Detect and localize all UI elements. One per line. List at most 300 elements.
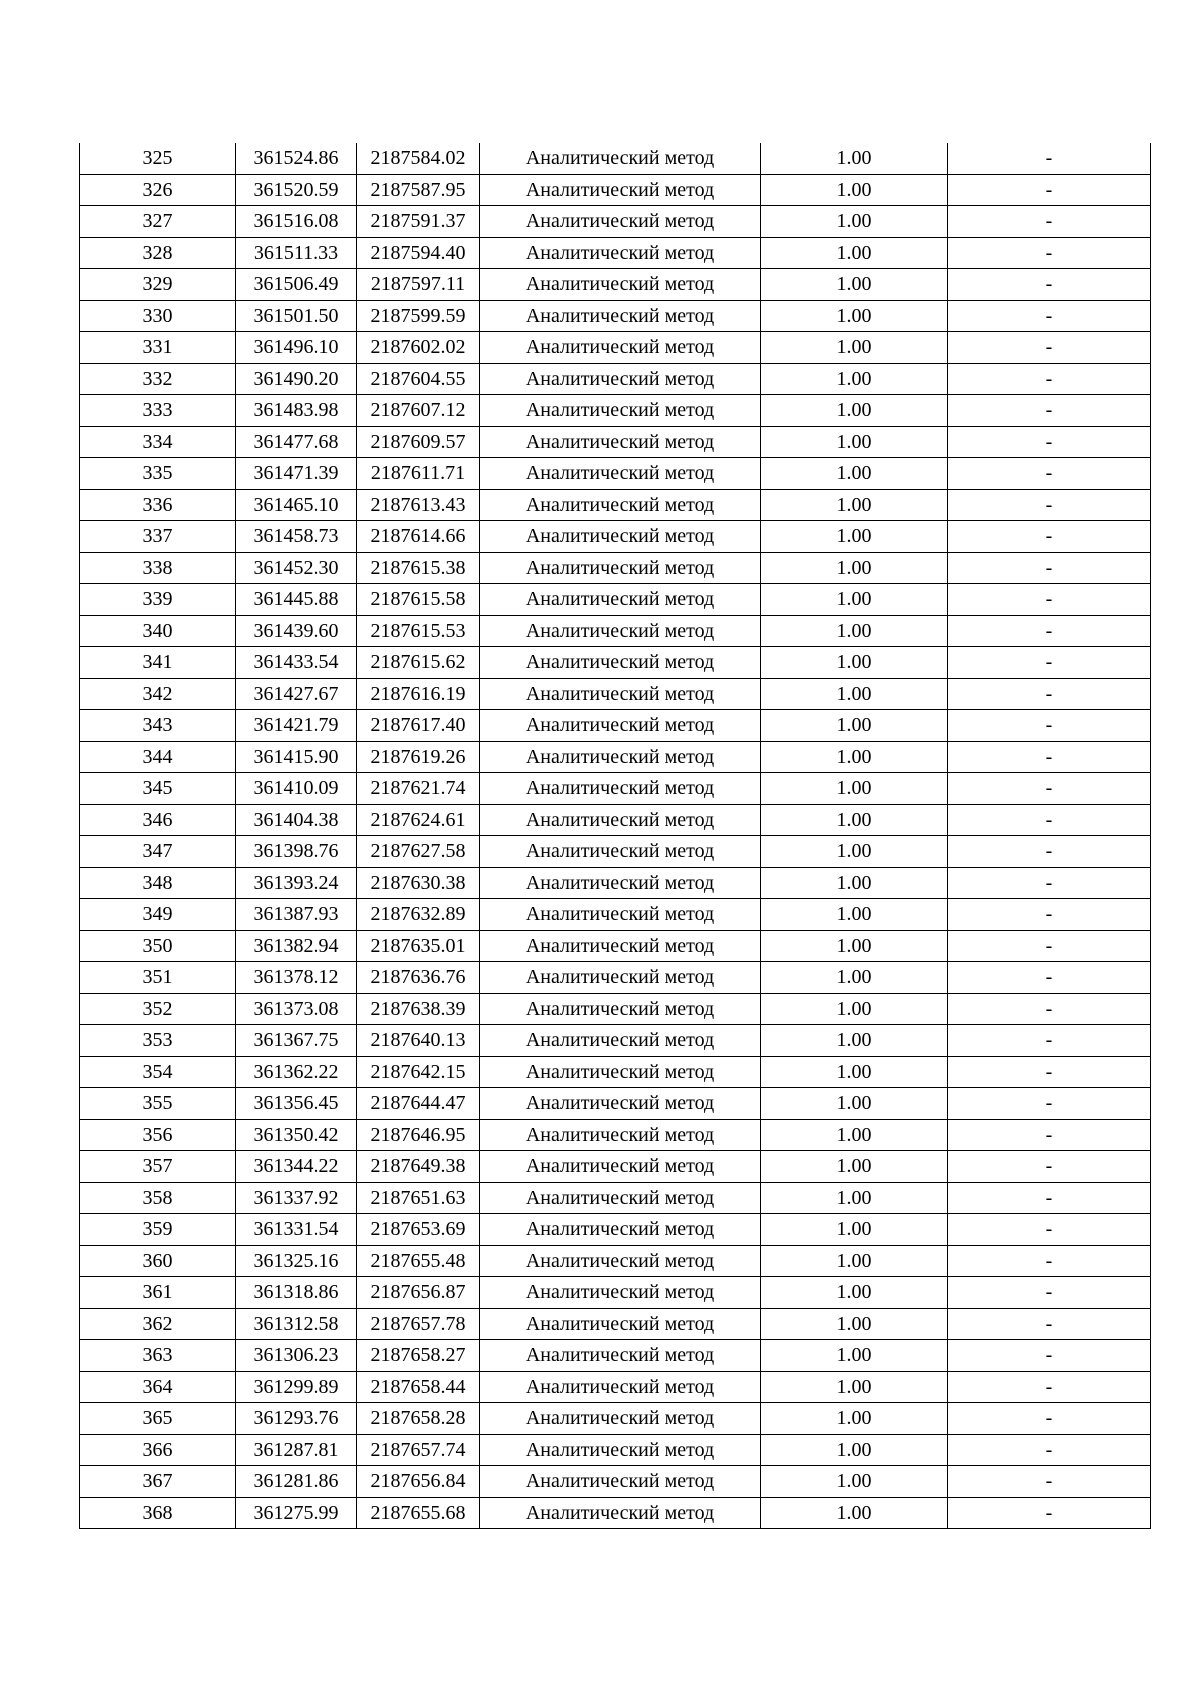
method-cell: Аналитический метод [480,521,761,553]
accuracy-cell: 1.00 [761,1371,948,1403]
accuracy-cell: 1.00 [761,710,948,742]
y-coordinate-cell: 2187599.59 [357,300,480,332]
x-coordinate-cell: 361471.39 [236,458,357,490]
description-cell: - [948,1371,1151,1403]
description-cell: - [948,836,1151,868]
accuracy-cell: 1.00 [761,1277,948,1309]
point-number-cell: 340 [80,615,236,647]
table-row [80,1340,1151,1372]
point-number-cell: 332 [80,363,236,395]
table-row [80,930,1151,962]
method-cell: Аналитический метод [480,1371,761,1403]
x-coordinate-cell: 361496.10 [236,332,357,364]
point-number-cell: 339 [80,584,236,616]
method-cell: Аналитический метод [480,804,761,836]
y-coordinate-cell: 2187658.27 [357,1340,480,1372]
method-cell: Аналитический метод [480,962,761,994]
method-cell: Аналитический метод [480,647,761,679]
accuracy-cell: 1.00 [761,615,948,647]
table-row [80,1182,1151,1214]
x-coordinate-cell: 361350.42 [236,1119,357,1151]
y-coordinate-cell: 2187597.11 [357,269,480,301]
description-cell: - [948,458,1151,490]
description-cell: - [948,1119,1151,1151]
y-coordinate-cell: 2187653.69 [357,1214,480,1246]
y-coordinate-cell: 2187627.58 [357,836,480,868]
description-cell: - [948,1151,1151,1183]
x-coordinate-cell: 361404.38 [236,804,357,836]
method-cell: Аналитический метод [480,552,761,584]
y-coordinate-cell: 2187636.76 [357,962,480,994]
table-row [80,1119,1151,1151]
x-coordinate-cell: 361312.58 [236,1308,357,1340]
description-cell: - [948,584,1151,616]
accuracy-cell: 1.00 [761,647,948,679]
y-coordinate-cell: 2187615.62 [357,647,480,679]
table-row [80,899,1151,931]
description-cell: - [948,143,1151,174]
method-cell: Аналитический метод [480,395,761,427]
accuracy-cell: 1.00 [761,395,948,427]
method-cell: Аналитический метод [480,174,761,206]
x-coordinate-cell: 361382.94 [236,930,357,962]
x-coordinate-cell: 361398.76 [236,836,357,868]
method-cell: Аналитический метод [480,1466,761,1498]
accuracy-cell: 1.00 [761,269,948,301]
description-cell: - [948,993,1151,1025]
method-cell: Аналитический метод [480,1056,761,1088]
description-cell: - [948,1214,1151,1246]
point-number-cell: 346 [80,804,236,836]
table-row [80,1371,1151,1403]
point-number-cell: 354 [80,1056,236,1088]
x-coordinate-cell: 361483.98 [236,395,357,427]
description-cell: - [948,332,1151,364]
table-row [80,143,1151,174]
point-number-cell: 368 [80,1497,236,1529]
y-coordinate-cell: 2187615.58 [357,584,480,616]
y-coordinate-cell: 2187604.55 [357,363,480,395]
point-number-cell: 347 [80,836,236,868]
description-cell: - [948,930,1151,962]
accuracy-cell: 1.00 [761,962,948,994]
y-coordinate-cell: 2187640.13 [357,1025,480,1057]
table-row [80,237,1151,269]
y-coordinate-cell: 2187644.47 [357,1088,480,1120]
description-cell: - [948,1340,1151,1372]
point-number-cell: 345 [80,773,236,805]
y-coordinate-cell: 2187591.37 [357,206,480,238]
method-cell: Аналитический метод [480,1308,761,1340]
accuracy-cell: 1.00 [761,678,948,710]
description-cell: - [948,741,1151,773]
x-coordinate-cell: 361524.86 [236,143,357,174]
method-cell: Аналитический метод [480,899,761,931]
method-cell: Аналитический метод [480,237,761,269]
description-cell: - [948,867,1151,899]
table-row [80,552,1151,584]
method-cell: Аналитический метод [480,867,761,899]
method-cell: Аналитический метод [480,741,761,773]
description-cell: - [948,426,1151,458]
accuracy-cell: 1.00 [761,458,948,490]
table-row [80,395,1151,427]
table-row [80,269,1151,301]
y-coordinate-cell: 2187656.87 [357,1277,480,1309]
table-row [80,174,1151,206]
x-coordinate-cell: 361452.30 [236,552,357,584]
x-coordinate-cell: 361520.59 [236,174,357,206]
x-coordinate-cell: 361306.23 [236,1340,357,1372]
y-coordinate-cell: 2187656.84 [357,1466,480,1498]
x-coordinate-cell: 361318.86 [236,1277,357,1309]
table-row [80,1466,1151,1498]
table-row [80,1277,1151,1309]
accuracy-cell: 1.00 [761,836,948,868]
point-number-cell: 364 [80,1371,236,1403]
x-coordinate-cell: 361421.79 [236,710,357,742]
description-cell: - [948,1025,1151,1057]
point-number-cell: 326 [80,174,236,206]
table-row [80,363,1151,395]
description-cell: - [948,300,1151,332]
method-cell: Аналитический метод [480,1214,761,1246]
table-row [80,206,1151,238]
point-number-cell: 329 [80,269,236,301]
y-coordinate-cell: 2187635.01 [357,930,480,962]
method-cell: Аналитический метод [480,615,761,647]
y-coordinate-cell: 2187649.38 [357,1151,480,1183]
description-cell: - [948,363,1151,395]
table-row [80,1434,1151,1466]
description-cell: - [948,521,1151,553]
y-coordinate-cell: 2187658.28 [357,1403,480,1435]
description-cell: - [948,1056,1151,1088]
x-coordinate-cell: 361477.68 [236,426,357,458]
accuracy-cell: 1.00 [761,143,948,174]
y-coordinate-cell: 2187642.15 [357,1056,480,1088]
accuracy-cell: 1.00 [761,300,948,332]
table-row [80,1025,1151,1057]
table-row [80,426,1151,458]
y-coordinate-cell: 2187632.89 [357,899,480,931]
y-coordinate-cell: 2187616.19 [357,678,480,710]
point-number-cell: 337 [80,521,236,553]
accuracy-cell: 1.00 [761,1340,948,1372]
table-row [80,867,1151,899]
accuracy-cell: 1.00 [761,1466,948,1498]
point-number-cell: 362 [80,1308,236,1340]
method-cell: Аналитический метод [480,143,761,174]
y-coordinate-cell: 2187621.74 [357,773,480,805]
method-cell: Аналитический метод [480,584,761,616]
x-coordinate-cell: 361367.75 [236,1025,357,1057]
x-coordinate-cell: 361356.45 [236,1088,357,1120]
point-number-cell: 350 [80,930,236,962]
table-row [80,1214,1151,1246]
x-coordinate-cell: 361458.73 [236,521,357,553]
accuracy-cell: 1.00 [761,426,948,458]
description-cell: - [948,552,1151,584]
point-number-cell: 342 [80,678,236,710]
accuracy-cell: 1.00 [761,741,948,773]
table-row [80,584,1151,616]
point-number-cell: 327 [80,206,236,238]
description-cell: - [948,962,1151,994]
x-coordinate-cell: 361378.12 [236,962,357,994]
y-coordinate-cell: 2187615.38 [357,552,480,584]
x-coordinate-cell: 361325.16 [236,1245,357,1277]
y-coordinate-cell: 2187617.40 [357,710,480,742]
point-number-cell: 333 [80,395,236,427]
method-cell: Аналитический метод [480,993,761,1025]
y-coordinate-cell: 2187630.38 [357,867,480,899]
point-number-cell: 336 [80,489,236,521]
method-cell: Аналитический метод [480,1151,761,1183]
description-cell: - [948,489,1151,521]
x-coordinate-cell: 361465.10 [236,489,357,521]
y-coordinate-cell: 2187594.40 [357,237,480,269]
table-row [80,1151,1151,1183]
accuracy-cell: 1.00 [761,804,948,836]
method-cell: Аналитический метод [480,1497,761,1529]
x-coordinate-cell: 361362.22 [236,1056,357,1088]
y-coordinate-cell: 2187658.44 [357,1371,480,1403]
method-cell: Аналитический метод [480,710,761,742]
accuracy-cell: 1.00 [761,867,948,899]
description-cell: - [948,1277,1151,1309]
x-coordinate-cell: 361393.24 [236,867,357,899]
point-number-cell: 351 [80,962,236,994]
accuracy-cell: 1.00 [761,1434,948,1466]
y-coordinate-cell: 2187602.02 [357,332,480,364]
point-number-cell: 367 [80,1466,236,1498]
table-row [80,710,1151,742]
x-coordinate-cell: 361410.09 [236,773,357,805]
description-cell: - [948,395,1151,427]
accuracy-cell: 1.00 [761,899,948,931]
y-coordinate-cell: 2187657.78 [357,1308,480,1340]
coordinates-table [79,143,1151,1529]
table-row [80,458,1151,490]
x-coordinate-cell: 361511.33 [236,237,357,269]
point-number-cell: 348 [80,867,236,899]
method-cell: Аналитический метод [480,332,761,364]
y-coordinate-cell: 2187614.66 [357,521,480,553]
point-number-cell: 359 [80,1214,236,1246]
accuracy-cell: 1.00 [761,1403,948,1435]
x-coordinate-cell: 361427.67 [236,678,357,710]
accuracy-cell: 1.00 [761,1056,948,1088]
x-coordinate-cell: 361501.50 [236,300,357,332]
x-coordinate-cell: 361293.76 [236,1403,357,1435]
accuracy-cell: 1.00 [761,332,948,364]
description-cell: - [948,1088,1151,1120]
method-cell: Аналитический метод [480,363,761,395]
x-coordinate-cell: 361275.99 [236,1497,357,1529]
x-coordinate-cell: 361387.93 [236,899,357,931]
method-cell: Аналитический метод [480,489,761,521]
x-coordinate-cell: 361373.08 [236,993,357,1025]
description-cell: - [948,899,1151,931]
point-number-cell: 357 [80,1151,236,1183]
table-row [80,1497,1151,1529]
y-coordinate-cell: 2187584.02 [357,143,480,174]
method-cell: Аналитический метод [480,1340,761,1372]
method-cell: Аналитический метод [480,678,761,710]
x-coordinate-cell: 361281.86 [236,1466,357,1498]
point-number-cell: 325 [80,143,236,174]
x-coordinate-cell: 361445.88 [236,584,357,616]
table-row [80,300,1151,332]
table-row [80,332,1151,364]
coordinates-table-body [80,143,1151,1529]
table-row [80,678,1151,710]
description-cell: - [948,1434,1151,1466]
method-cell: Аналитический метод [480,1434,761,1466]
method-cell: Аналитический метод [480,773,761,805]
description-cell: - [948,206,1151,238]
x-coordinate-cell: 361331.54 [236,1214,357,1246]
point-number-cell: 349 [80,899,236,931]
point-number-cell: 358 [80,1182,236,1214]
table-row [80,521,1151,553]
y-coordinate-cell: 2187615.53 [357,615,480,647]
point-number-cell: 334 [80,426,236,458]
y-coordinate-cell: 2187651.63 [357,1182,480,1214]
accuracy-cell: 1.00 [761,930,948,962]
x-coordinate-cell: 361344.22 [236,1151,357,1183]
description-cell: - [948,773,1151,805]
accuracy-cell: 1.00 [761,1119,948,1151]
point-number-cell: 361 [80,1277,236,1309]
accuracy-cell: 1.00 [761,993,948,1025]
method-cell: Аналитический метод [480,1403,761,1435]
point-number-cell: 344 [80,741,236,773]
method-cell: Аналитический метод [480,1277,761,1309]
point-number-cell: 331 [80,332,236,364]
y-coordinate-cell: 2187638.39 [357,993,480,1025]
accuracy-cell: 1.00 [761,206,948,238]
table-row [80,962,1151,994]
point-number-cell: 353 [80,1025,236,1057]
table-row [80,1245,1151,1277]
accuracy-cell: 1.00 [761,1025,948,1057]
x-coordinate-cell: 361439.60 [236,615,357,647]
point-number-cell: 338 [80,552,236,584]
description-cell: - [948,1497,1151,1529]
description-cell: - [948,1245,1151,1277]
point-number-cell: 366 [80,1434,236,1466]
table-row [80,647,1151,679]
description-cell: - [948,269,1151,301]
accuracy-cell: 1.00 [761,521,948,553]
point-number-cell: 328 [80,237,236,269]
point-number-cell: 363 [80,1340,236,1372]
point-number-cell: 330 [80,300,236,332]
method-cell: Аналитический метод [480,1182,761,1214]
accuracy-cell: 1.00 [761,1151,948,1183]
y-coordinate-cell: 2187607.12 [357,395,480,427]
accuracy-cell: 1.00 [761,1308,948,1340]
description-cell: - [948,678,1151,710]
method-cell: Аналитический метод [480,300,761,332]
x-coordinate-cell: 361287.81 [236,1434,357,1466]
table-row [80,993,1151,1025]
table-row [80,836,1151,868]
table-row [80,773,1151,805]
y-coordinate-cell: 2187587.95 [357,174,480,206]
x-coordinate-cell: 361490.20 [236,363,357,395]
table-row [80,1088,1151,1120]
y-coordinate-cell: 2187619.26 [357,741,480,773]
description-cell: - [948,647,1151,679]
accuracy-cell: 1.00 [761,1088,948,1120]
accuracy-cell: 1.00 [761,174,948,206]
table-row [80,489,1151,521]
method-cell: Аналитический метод [480,426,761,458]
method-cell: Аналитический метод [480,269,761,301]
accuracy-cell: 1.00 [761,1497,948,1529]
table-row [80,741,1151,773]
method-cell: Аналитический метод [480,930,761,962]
method-cell: Аналитический метод [480,458,761,490]
y-coordinate-cell: 2187609.57 [357,426,480,458]
method-cell: Аналитический метод [480,1025,761,1057]
y-coordinate-cell: 2187655.68 [357,1497,480,1529]
description-cell: - [948,1403,1151,1435]
point-number-cell: 365 [80,1403,236,1435]
accuracy-cell: 1.00 [761,1245,948,1277]
accuracy-cell: 1.00 [761,1214,948,1246]
y-coordinate-cell: 2187655.48 [357,1245,480,1277]
x-coordinate-cell: 361299.89 [236,1371,357,1403]
accuracy-cell: 1.00 [761,584,948,616]
accuracy-cell: 1.00 [761,489,948,521]
point-number-cell: 343 [80,710,236,742]
point-number-cell: 360 [80,1245,236,1277]
description-cell: - [948,1308,1151,1340]
table-row [80,1308,1151,1340]
y-coordinate-cell: 2187657.74 [357,1434,480,1466]
description-cell: - [948,804,1151,836]
accuracy-cell: 1.00 [761,363,948,395]
description-cell: - [948,615,1151,647]
accuracy-cell: 1.00 [761,552,948,584]
point-number-cell: 355 [80,1088,236,1120]
x-coordinate-cell: 361516.08 [236,206,357,238]
x-coordinate-cell: 361415.90 [236,741,357,773]
point-number-cell: 335 [80,458,236,490]
point-number-cell: 341 [80,647,236,679]
method-cell: Аналитический метод [480,836,761,868]
x-coordinate-cell: 361433.54 [236,647,357,679]
method-cell: Аналитический метод [480,1245,761,1277]
x-coordinate-cell: 361337.92 [236,1182,357,1214]
accuracy-cell: 1.00 [761,773,948,805]
table-row [80,1403,1151,1435]
table-row [80,1056,1151,1088]
accuracy-cell: 1.00 [761,1182,948,1214]
description-cell: - [948,1466,1151,1498]
point-number-cell: 352 [80,993,236,1025]
method-cell: Аналитический метод [480,1119,761,1151]
description-cell: - [948,237,1151,269]
table-row [80,615,1151,647]
table-row [80,804,1151,836]
y-coordinate-cell: 2187611.71 [357,458,480,490]
x-coordinate-cell: 361506.49 [236,269,357,301]
